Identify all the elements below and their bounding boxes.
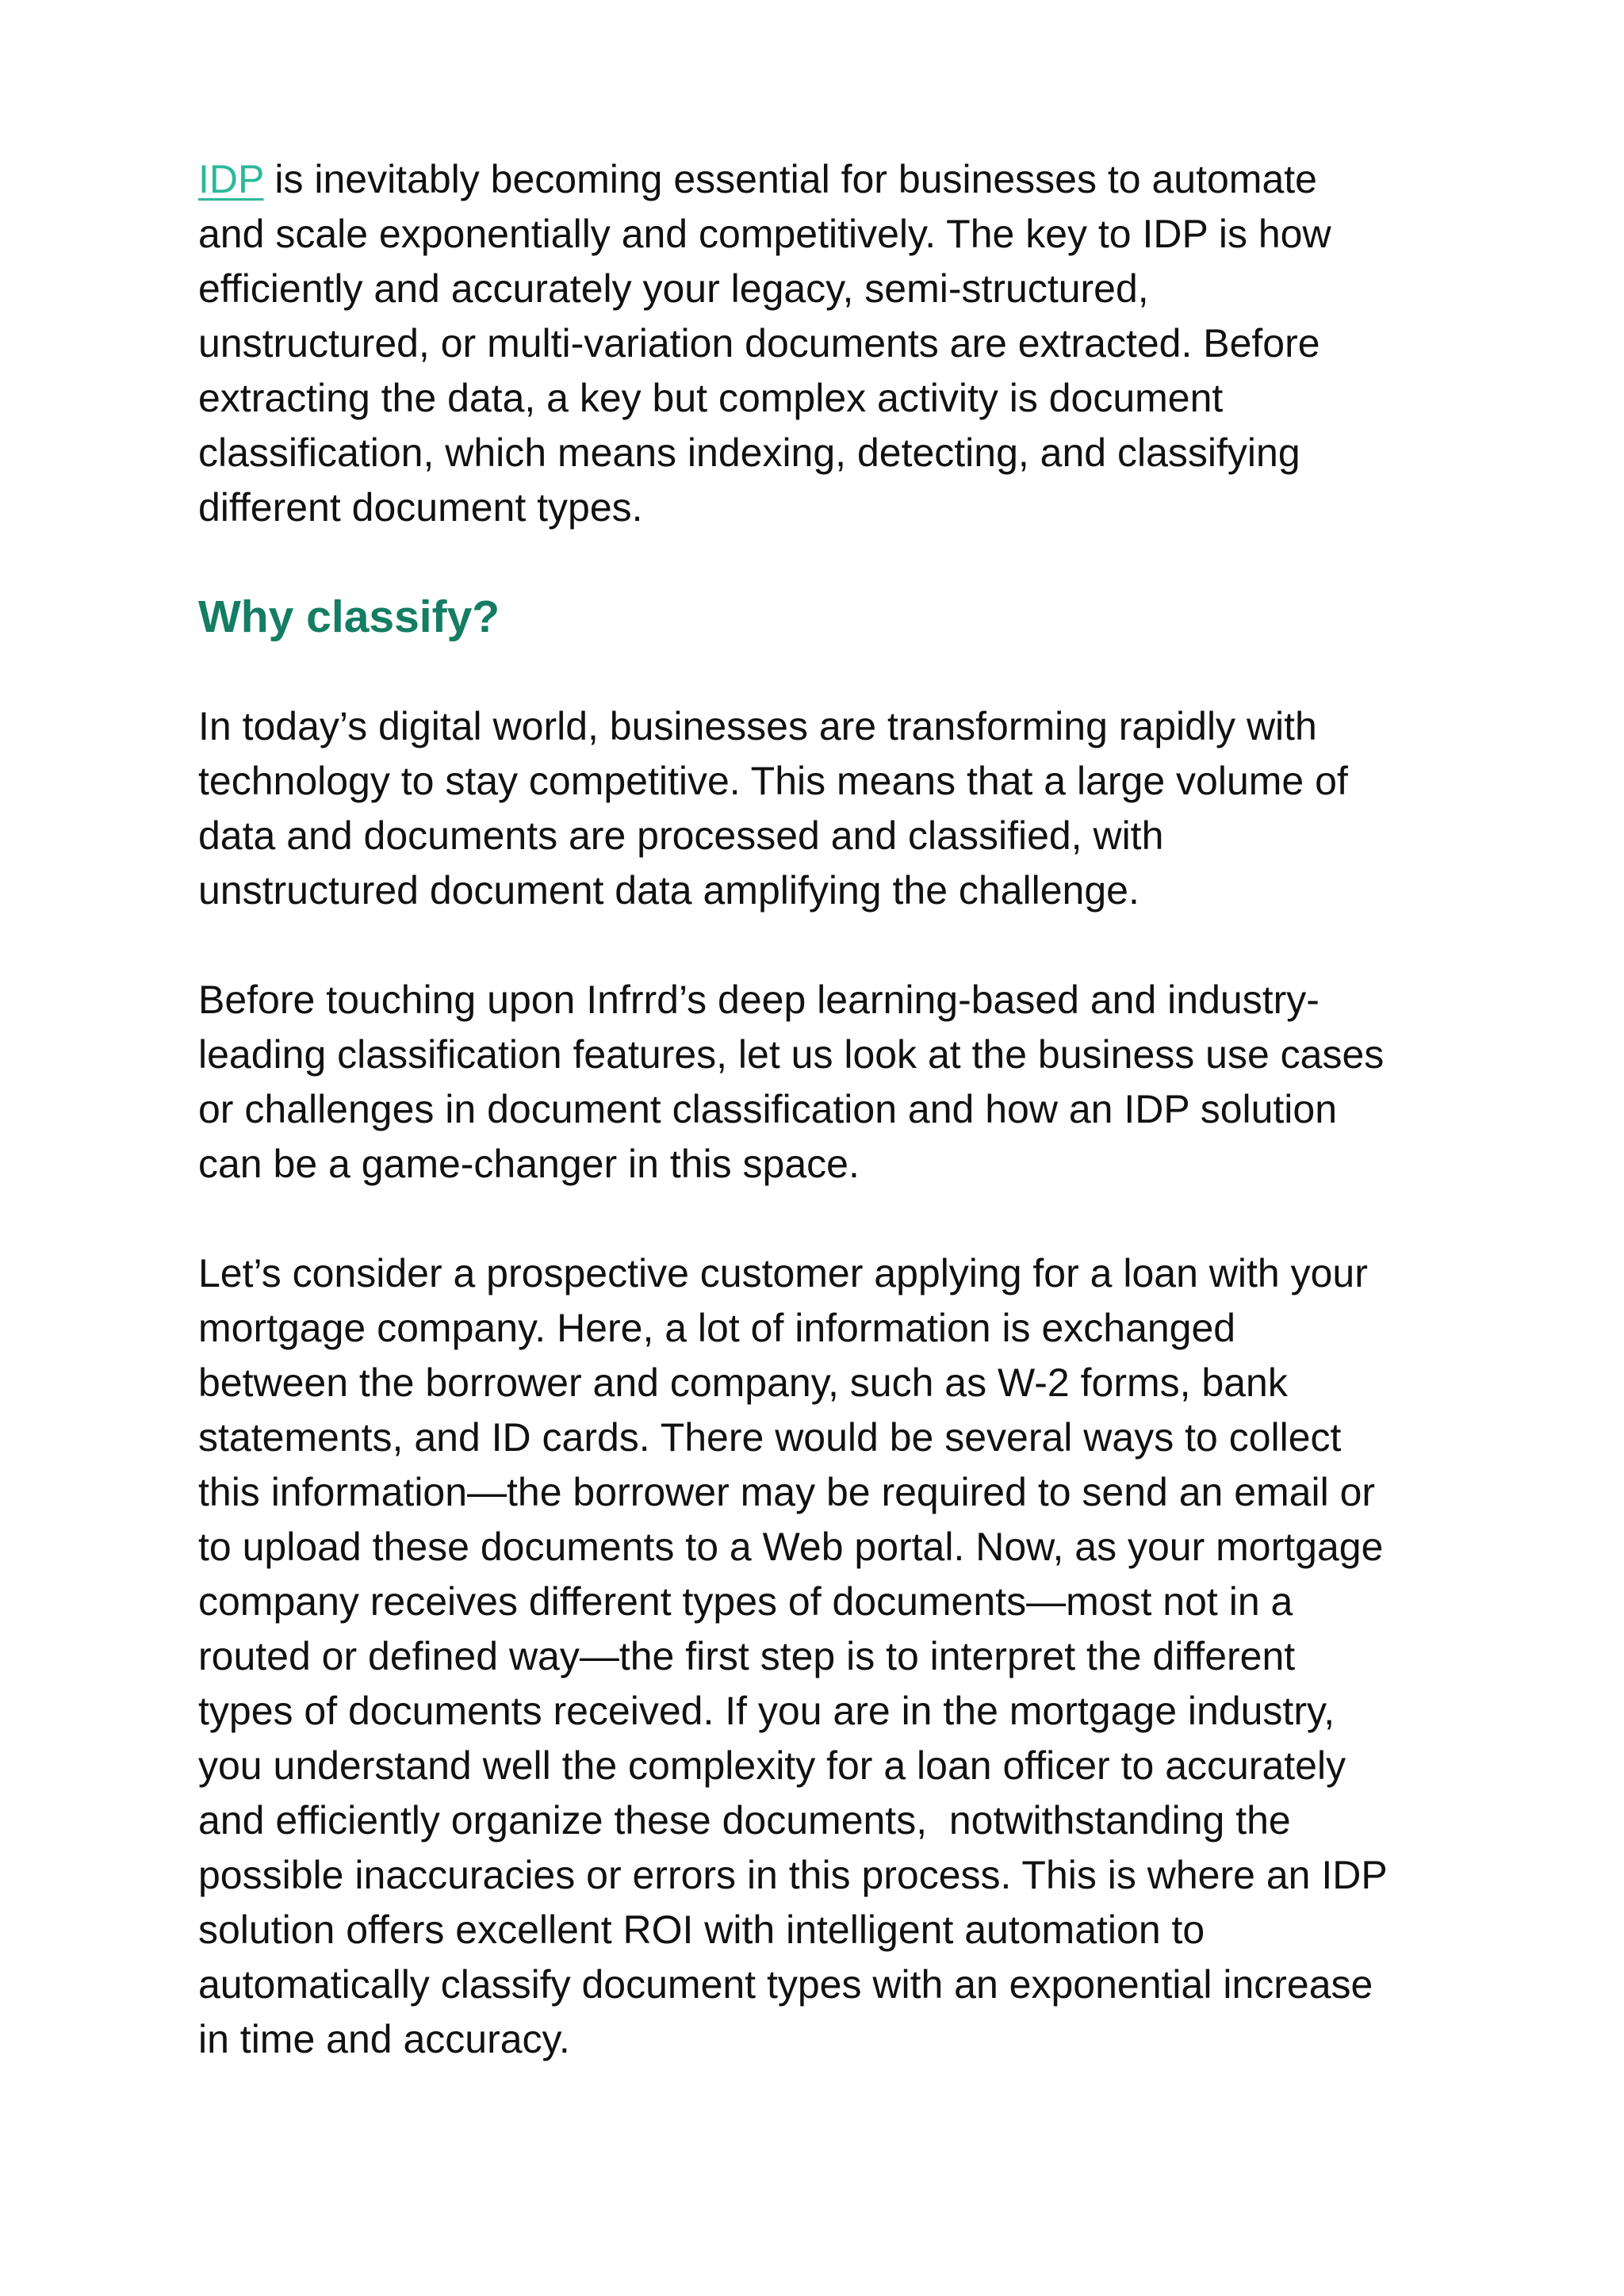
intro-line: and scale exponentially and competitively. The key to IDP is how [198, 212, 1331, 256]
intro-line: different document types. [198, 485, 643, 530]
paragraph-line: In today’s digital world, businesses are transforming rapidly with [198, 704, 1317, 748]
intro-paragraph [198, 152, 1467, 535]
section-heading: Why classify? [198, 591, 500, 642]
paragraph-line: between the borrower and company, such as W-2 forms, bank [198, 1360, 1288, 1405]
paragraph-line: can be a game-changer in this space. [198, 1142, 860, 1186]
intro-line: extracting the data, a key but complex activity is document [198, 376, 1224, 420]
paragraph-line: you understand well the complexity for a loan officer to accurately [198, 1743, 1346, 1788]
paragraph-line: data and documents are processed and classified, with [198, 813, 1164, 858]
paragraph-line: to upload these documents to a Web portal. Now, as your mortgage [198, 1525, 1384, 1569]
paragraph-line: Before touching upon Infrrd’s deep learning-based and industry- [198, 978, 1320, 1022]
intro-line-1-text: is inevitably becoming essential for businesses to automate [263, 157, 1317, 201]
paragraph-line: company receives different types of documents—most not in a [198, 1579, 1293, 1624]
paragraph-line: solution offers excellent ROI with intelligent automation to [198, 1908, 1205, 1952]
paragraph-line: and efficiently organize these documents, notwithstanding the [198, 1798, 1291, 1843]
paragraph-line: Let’s consider a prospective customer applying for a loan with your [198, 1251, 1368, 1295]
paragraph-line: leading classification features, let us look at the business use cases [198, 1032, 1385, 1077]
paragraph-line: in time and accuracy. [198, 2017, 570, 2061]
paragraph-line: unstructured document data amplifying the challenge. [198, 868, 1139, 913]
paragraph-line: technology to stay competitive. This means that a large volume of [198, 759, 1348, 803]
intro-line: classification, which means indexing, detecting, and classifying [198, 430, 1300, 475]
paragraph-line: routed or defined way—the first step is to interpret the different [198, 1634, 1296, 1678]
paragraph-use-cases [198, 973, 1467, 1192]
paragraph-line: mortgage company. Here, a lot of information is exchanged [198, 1306, 1236, 1350]
paragraph-line: statements, and ID cards. There would be several ways to collect [198, 1415, 1342, 1460]
paragraph-line: possible inaccuracies or errors in this process. This is where an IDP [198, 1853, 1388, 1897]
article-body [198, 152, 1467, 2122]
paragraph-line: types of documents received. If you are in the mortgage industry, [198, 1689, 1335, 1733]
intro-line: unstructured, or multi-variation documents are extracted. Before [198, 321, 1320, 365]
idp-link[interactable]: IDP [198, 157, 264, 201]
intro-line: efficiently and accurately your legacy, semi-structured, [198, 266, 1149, 311]
paragraph-line: automatically classify document types with an exponential increase [198, 1962, 1373, 2007]
paragraph-line: this information—the borrower may be required to send an email or [198, 1470, 1376, 1514]
paragraph-mortgage-example [198, 1246, 1467, 2067]
paragraph-line: or challenges in document classification and how an IDP solution [198, 1087, 1338, 1131]
intro-line-1 [198, 152, 1467, 207]
paragraph-digital-world [198, 699, 1467, 918]
